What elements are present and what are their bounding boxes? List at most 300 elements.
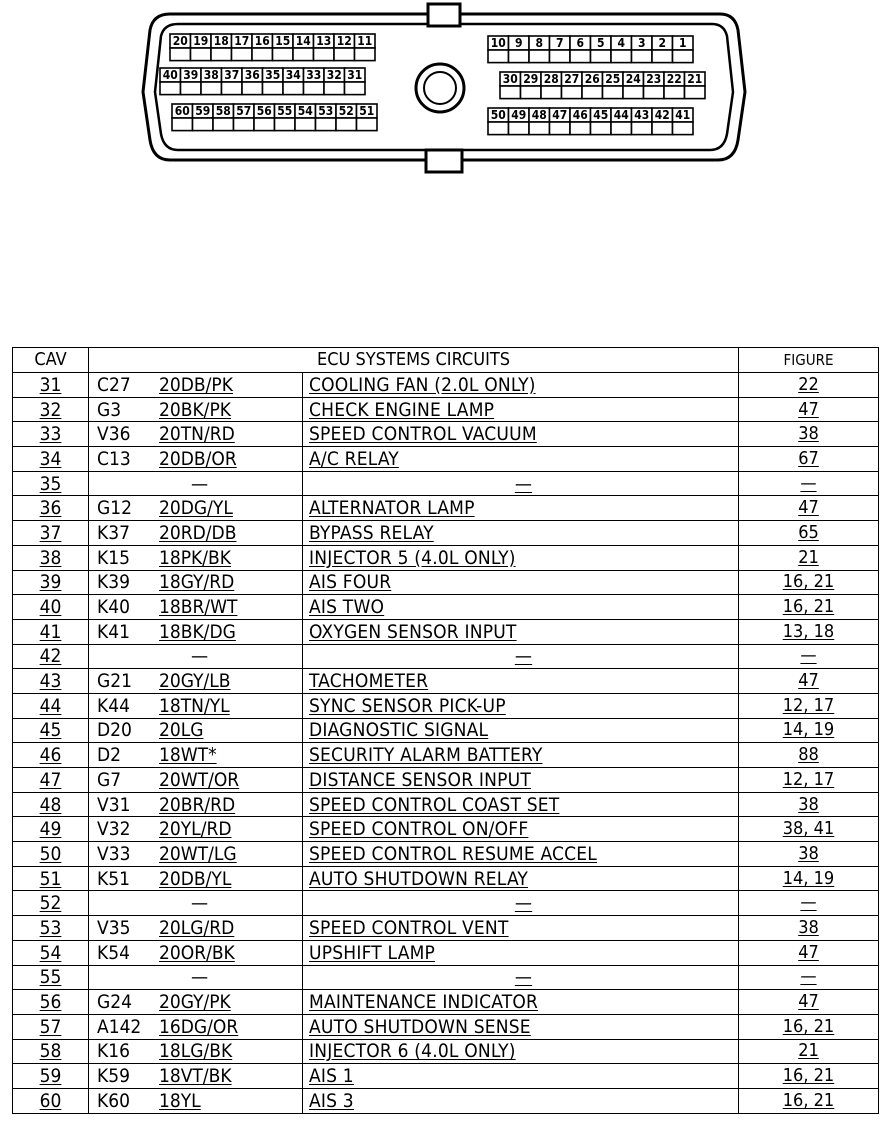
circuit-code: V33 — [97, 842, 131, 865]
pin-number: 20 — [172, 34, 188, 48]
wire-cell — [89, 1088, 303, 1113]
table-row — [13, 693, 879, 718]
wire-gauge-color: 20YL/RD — [159, 818, 232, 841]
wire-cell — [89, 521, 303, 546]
pin-number: 44 — [613, 108, 629, 122]
figure-ref: 14, 19 — [739, 718, 879, 743]
wire-gauge-color: 18BK/DG — [159, 620, 236, 643]
circuit-code: D2 — [97, 744, 122, 767]
wire-gauge-color: 18WT* — [159, 744, 217, 767]
pin-number: 11 — [357, 34, 373, 48]
wire-cell — [89, 471, 303, 496]
circuit-code: V36 — [97, 423, 131, 446]
pin-cavity-lower — [685, 86, 706, 99]
connector-bottom-key — [426, 150, 462, 172]
pin-number: 17 — [234, 34, 250, 48]
table-row — [13, 669, 879, 694]
circuit-description: AIS 3 — [303, 1088, 739, 1113]
pin-number: 18 — [213, 34, 229, 48]
figure-ref: 38 — [739, 842, 879, 867]
wire-cell — [89, 422, 303, 447]
cav-number: 45 — [13, 718, 89, 743]
wire-gauge-color: 20GY/LB — [159, 670, 231, 693]
pin-cavity-lower — [632, 50, 653, 63]
wire-gauge-color: 20DB/OR — [159, 447, 237, 470]
pin-cavity-lower — [611, 122, 632, 135]
wire-cell — [89, 768, 303, 793]
cav-number: 48 — [13, 792, 89, 817]
table-row — [13, 570, 879, 595]
pin-cavity-lower — [529, 50, 550, 63]
pin-cavity-lower — [304, 82, 325, 95]
pin-cavity-lower — [181, 82, 202, 95]
cav-number: 60 — [13, 1088, 89, 1113]
cav-number: 53 — [13, 916, 89, 941]
pin-number: 25 — [605, 72, 621, 86]
ecu-connector-diagram — [0, 0, 896, 330]
pin-number: 26 — [584, 72, 600, 86]
pin-cavity-lower — [293, 48, 314, 61]
circuit-code: K44 — [97, 694, 130, 717]
pin-number: 52 — [338, 104, 354, 118]
pin-cavity-lower — [295, 118, 316, 131]
wire-cell — [89, 792, 303, 817]
circuit-description: AIS TWO — [303, 595, 739, 620]
circuit-code: G3 — [97, 398, 122, 421]
circuit-code: G21 — [97, 670, 132, 693]
circuit-code: K60 — [97, 1089, 130, 1112]
pin-number: 7 — [555, 36, 564, 50]
cav-number: 49 — [13, 817, 89, 842]
cav-number: 40 — [13, 595, 89, 620]
wire-cell — [89, 570, 303, 595]
table-row — [13, 496, 879, 521]
pin-number: 45 — [593, 108, 609, 122]
pin-number: 13 — [316, 34, 332, 48]
table-row — [13, 965, 879, 990]
pin-number: 53 — [318, 104, 334, 118]
pin-number: 35 — [265, 68, 281, 82]
pin-number: 50 — [490, 108, 506, 122]
circuit-description: OXYGEN SENSOR INPUT — [303, 619, 739, 644]
pin-number: 54 — [297, 104, 313, 118]
cav-number: 51 — [13, 866, 89, 891]
circuit-description: UPSHIFT LAMP — [303, 940, 739, 965]
table-row — [13, 1014, 879, 1039]
figure-ref: 16, 21 — [739, 1088, 879, 1113]
circuit-code: D20 — [97, 719, 132, 742]
wire-cell — [89, 669, 303, 694]
wire-gauge-color: 20LG — [159, 719, 204, 742]
cav-number: 36 — [13, 496, 89, 521]
pin-cavity-lower — [213, 118, 234, 131]
wire-gauge-color: 20DB/PK — [159, 373, 233, 396]
pin-cavity-lower — [232, 48, 253, 61]
pin-number: 29 — [523, 72, 539, 86]
wire-gauge-color: 18LG/BK — [159, 1040, 233, 1063]
circuit-code: A142 — [97, 1015, 142, 1038]
circuit-code: G24 — [97, 991, 132, 1014]
pin-cavity-lower — [254, 118, 275, 131]
circuit-code: K39 — [97, 571, 130, 594]
figure-ref: 38 — [739, 792, 879, 817]
pin-number: 8 — [535, 36, 544, 50]
wire-gauge-color: 18TN/YL — [159, 694, 230, 717]
wire-cell — [89, 447, 303, 472]
wire-cell — [89, 940, 303, 965]
pin-cavity-lower — [283, 82, 304, 95]
circuit-description: DISTANCE SENSOR INPUT — [303, 768, 739, 793]
table-row — [13, 545, 879, 570]
wire-cell — [89, 891, 303, 916]
wire-cell — [89, 718, 303, 743]
pin-cavity-lower — [550, 50, 571, 63]
figure-ref: 47 — [739, 990, 879, 1015]
pin-cavity-lower — [582, 86, 603, 99]
table-row — [13, 447, 879, 472]
wire-gauge-color: 20WT/LG — [159, 842, 237, 865]
pin-cavity-lower — [357, 118, 378, 131]
pin-number: 48 — [531, 108, 547, 122]
table-row — [13, 619, 879, 644]
pin-number: 4 — [617, 36, 626, 50]
wire-gauge-color: 20LG/RD — [159, 916, 235, 939]
circuit-code: K54 — [97, 941, 130, 964]
pin-number: 19 — [193, 34, 209, 48]
pin-cavity-lower — [201, 82, 222, 95]
table-row — [13, 471, 879, 496]
wire-gauge-color: 18PK/BK — [159, 546, 231, 569]
cav-number: 32 — [13, 397, 89, 422]
table-row — [13, 990, 879, 1015]
pin-cavity-lower — [591, 122, 612, 135]
pin-cavity-lower — [334, 48, 355, 61]
pin-cavity-lower — [591, 50, 612, 63]
circuit-code: K41 — [97, 620, 130, 643]
pin-cavity-lower — [170, 48, 191, 61]
pin-cavity-lower — [673, 122, 694, 135]
pin-cavity-lower — [222, 82, 243, 95]
circuit-description: — — [303, 965, 739, 990]
wire-cell — [89, 965, 303, 990]
pin-cavity-lower — [652, 50, 673, 63]
figure-ref: 38, 41 — [739, 817, 879, 842]
table-row — [13, 916, 879, 941]
table-row — [13, 792, 879, 817]
cav-number: 35 — [13, 471, 89, 496]
pin-cavity-lower — [611, 50, 632, 63]
pin-number: 58 — [215, 104, 231, 118]
pin-cavity-lower — [529, 122, 550, 135]
figure-ref: — — [739, 965, 879, 990]
pin-number: 46 — [572, 108, 588, 122]
pin-cavity-lower — [193, 118, 214, 131]
pin-number: 47 — [552, 108, 568, 122]
pin-cavity-lower — [273, 48, 294, 61]
circuit-description: SPEED CONTROL COAST SET — [303, 792, 739, 817]
pin-number: 41 — [675, 108, 691, 122]
header-cav: CAV — [13, 348, 89, 373]
wire-cell — [89, 842, 303, 867]
figure-ref: — — [739, 891, 879, 916]
table-row — [13, 595, 879, 620]
cav-number: 55 — [13, 965, 89, 990]
figure-ref: 12, 17 — [739, 768, 879, 793]
cav-number: 46 — [13, 743, 89, 768]
figure-ref: 21 — [739, 1039, 879, 1064]
circuit-description: ALTERNATOR LAMP — [303, 496, 739, 521]
wire-cell — [89, 990, 303, 1015]
cav-number: 33 — [13, 422, 89, 447]
pin-cavity-lower — [345, 82, 366, 95]
wire-cell — [89, 817, 303, 842]
wire-cell — [89, 545, 303, 570]
cav-number: 41 — [13, 619, 89, 644]
circuit-description: A/C RELAY — [303, 447, 739, 472]
wire-cell — [89, 1039, 303, 1064]
pin-number: 9 — [514, 36, 523, 50]
table-row — [13, 397, 879, 422]
figure-ref: 16, 21 — [739, 1014, 879, 1039]
cav-number: 52 — [13, 891, 89, 916]
circuit-description: SPEED CONTROL VACUUM — [303, 422, 739, 447]
table-row — [13, 842, 879, 867]
figure-ref: 16, 21 — [739, 570, 879, 595]
table-row — [13, 644, 879, 669]
cav-number: 58 — [13, 1039, 89, 1064]
pin-cavity-lower — [252, 48, 273, 61]
circuit-code: K59 — [97, 1065, 130, 1088]
wire-gauge-color: 20DG/YL — [159, 497, 233, 520]
figure-ref: 16, 21 — [739, 595, 879, 620]
figure-ref: 88 — [739, 743, 879, 768]
wire-gauge-color: 20TN/RD — [159, 423, 235, 446]
circuit-description: INJECTOR 5 (4.0L ONLY) — [303, 545, 739, 570]
pin-cavity-lower — [623, 86, 644, 99]
wire-gauge-color: 18BR/WT — [159, 596, 238, 619]
pin-cavity-lower — [263, 82, 284, 95]
pin-cavity-lower — [191, 48, 212, 61]
wire-cell — [89, 693, 303, 718]
pin-number: 24 — [625, 72, 641, 86]
cav-number: 54 — [13, 940, 89, 965]
pin-cavity-lower — [242, 82, 263, 95]
wire-cell — [89, 619, 303, 644]
pin-cavity-lower — [652, 122, 673, 135]
circuit-description: SYNC SENSOR PICK-UP — [303, 693, 739, 718]
pin-number: 51 — [359, 104, 375, 118]
table-row — [13, 817, 879, 842]
wire-gauge-color: 18VT/BK — [159, 1065, 232, 1088]
header-systems: ECU SYSTEMS CIRCUITS — [89, 348, 739, 373]
circuit-code: — — [190, 892, 209, 915]
circuit-code: K37 — [97, 521, 130, 544]
table-header-row — [13, 348, 879, 373]
wire-gauge-color: 20RD/DB — [159, 521, 237, 544]
wire-cell — [89, 916, 303, 941]
pin-number: 36 — [244, 68, 260, 82]
pin-number: 27 — [564, 72, 580, 86]
circuit-description: AUTO SHUTDOWN RELAY — [303, 866, 739, 891]
pin-number: 57 — [236, 104, 252, 118]
cav-number: 38 — [13, 545, 89, 570]
wire-cell — [89, 1064, 303, 1089]
pin-number: 59 — [195, 104, 211, 118]
table-row — [13, 940, 879, 965]
circuit-code: K51 — [97, 867, 130, 890]
figure-ref: — — [739, 644, 879, 669]
table-row — [13, 1064, 879, 1089]
circuit-description: AUTO SHUTDOWN SENSE — [303, 1014, 739, 1039]
wire-cell — [89, 1014, 303, 1039]
circuit-description: AIS FOUR — [303, 570, 739, 595]
pin-number: 15 — [275, 34, 291, 48]
figure-ref: 13, 18 — [739, 619, 879, 644]
circuit-description: SPEED CONTROL ON/OFF — [303, 817, 739, 842]
figure-ref: 38 — [739, 422, 879, 447]
circuit-code: V35 — [97, 916, 131, 939]
pin-cavity-lower — [644, 86, 665, 99]
pin-number: 23 — [646, 72, 662, 86]
cav-number: 37 — [13, 521, 89, 546]
figure-ref: 22 — [739, 373, 879, 398]
pin-number: 49 — [511, 108, 527, 122]
cav-number: 34 — [13, 447, 89, 472]
pin-number: 21 — [687, 72, 703, 86]
circuit-description: INJECTOR 6 (4.0L ONLY) — [303, 1039, 739, 1064]
pin-cavity-lower — [324, 82, 345, 95]
pin-cavity-lower — [172, 118, 193, 131]
pin-number: 14 — [295, 34, 311, 48]
cav-number: 59 — [13, 1064, 89, 1089]
circuit-code: K40 — [97, 596, 130, 619]
cav-number: 43 — [13, 669, 89, 694]
circuit-code: K16 — [97, 1040, 130, 1063]
cav-number: 42 — [13, 644, 89, 669]
figure-ref: 16, 21 — [739, 1064, 879, 1089]
pin-number: 32 — [326, 68, 342, 82]
table-row — [13, 891, 879, 916]
pin-number: 34 — [285, 68, 301, 82]
pin-cavity-lower — [562, 86, 583, 99]
circuit-code: K15 — [97, 546, 130, 569]
figure-ref: 47 — [739, 940, 879, 965]
pin-number: 40 — [162, 68, 178, 82]
pin-cavity-lower — [509, 122, 530, 135]
pin-cavity-lower — [570, 122, 591, 135]
pin-cavity-lower — [336, 118, 357, 131]
circuit-description: SPEED CONTROL RESUME ACCEL — [303, 842, 739, 867]
pin-number: 55 — [277, 104, 293, 118]
figure-ref: 67 — [739, 447, 879, 472]
circuit-description: SECURITY ALARM BATTERY — [303, 743, 739, 768]
pin-cavity-lower — [673, 50, 694, 63]
pin-number: 37 — [224, 68, 240, 82]
circuit-description: TACHOMETER — [303, 669, 739, 694]
wire-gauge-color: 20GY/PK — [159, 991, 231, 1014]
cav-number: 50 — [13, 842, 89, 867]
pin-cavity-lower — [211, 48, 232, 61]
ecu-circuit-table — [12, 347, 879, 1114]
wire-cell — [89, 866, 303, 891]
cav-number: 39 — [13, 570, 89, 595]
figure-ref: — — [739, 471, 879, 496]
table-row — [13, 768, 879, 793]
pin-number: 28 — [543, 72, 559, 86]
pin-cavity-lower — [500, 86, 521, 99]
circuit-description: SPEED CONTROL VENT — [303, 916, 739, 941]
table-row — [13, 373, 879, 398]
circuit-description: — — [303, 644, 739, 669]
pin-number: 5 — [596, 36, 605, 50]
pin-number: 31 — [347, 68, 363, 82]
pin-number: 1 — [678, 36, 687, 50]
pin-cavity-lower — [632, 122, 653, 135]
pin-cavity-lower — [550, 122, 571, 135]
circuit-description: COOLING FAN (2.0L ONLY) — [303, 373, 739, 398]
wire-cell — [89, 743, 303, 768]
circuit-code: V31 — [97, 793, 131, 816]
circuit-code: V32 — [97, 818, 131, 841]
figure-ref: 65 — [739, 521, 879, 546]
pin-number: 12 — [336, 34, 352, 48]
pin-cavity-lower — [488, 50, 509, 63]
table-row — [13, 1088, 879, 1113]
pin-cavity-lower — [355, 48, 376, 61]
pin-number: 10 — [490, 36, 506, 50]
circuit-description: AIS 1 — [303, 1064, 739, 1089]
figure-ref: 14, 19 — [739, 866, 879, 891]
cav-number: 57 — [13, 1014, 89, 1039]
pin-cavity-lower — [541, 86, 562, 99]
wire-gauge-color: 16DG/OR — [159, 1015, 239, 1038]
pin-cavity-lower — [316, 118, 337, 131]
table-row — [13, 866, 879, 891]
pin-cavity-lower — [603, 86, 624, 99]
pin-number: 3 — [637, 36, 646, 50]
circuit-description: — — [303, 471, 739, 496]
circuit-code: G12 — [97, 497, 132, 520]
figure-ref: 38 — [739, 916, 879, 941]
pin-cavity-lower — [521, 86, 542, 99]
pin-number: 56 — [256, 104, 272, 118]
table-row — [13, 1039, 879, 1064]
circuit-description: — — [303, 891, 739, 916]
circuit-code: G7 — [97, 768, 122, 791]
cav-number: 44 — [13, 693, 89, 718]
circuit-description: BYPASS RELAY — [303, 521, 739, 546]
pin-number: 42 — [654, 108, 670, 122]
figure-ref: 47 — [739, 496, 879, 521]
pin-cavity-lower — [314, 48, 335, 61]
wire-gauge-color: 20DB/YL — [159, 867, 232, 890]
circuit-code: — — [190, 645, 209, 668]
wire-cell — [89, 644, 303, 669]
wire-gauge-color: 20BK/PK — [159, 398, 231, 421]
table-row — [13, 743, 879, 768]
pin-number: 16 — [254, 34, 270, 48]
pin-number: 22 — [666, 72, 682, 86]
pin-number: 33 — [306, 68, 322, 82]
pin-cavity-lower — [275, 118, 296, 131]
circuit-code: C27 — [97, 373, 131, 396]
pin-cavity-lower — [570, 50, 591, 63]
cav-number: 31 — [13, 373, 89, 398]
circuit-code: C13 — [97, 447, 131, 470]
wire-cell — [89, 397, 303, 422]
wire-gauge-color: 20OR/BK — [159, 941, 235, 964]
cav-number: 47 — [13, 768, 89, 793]
